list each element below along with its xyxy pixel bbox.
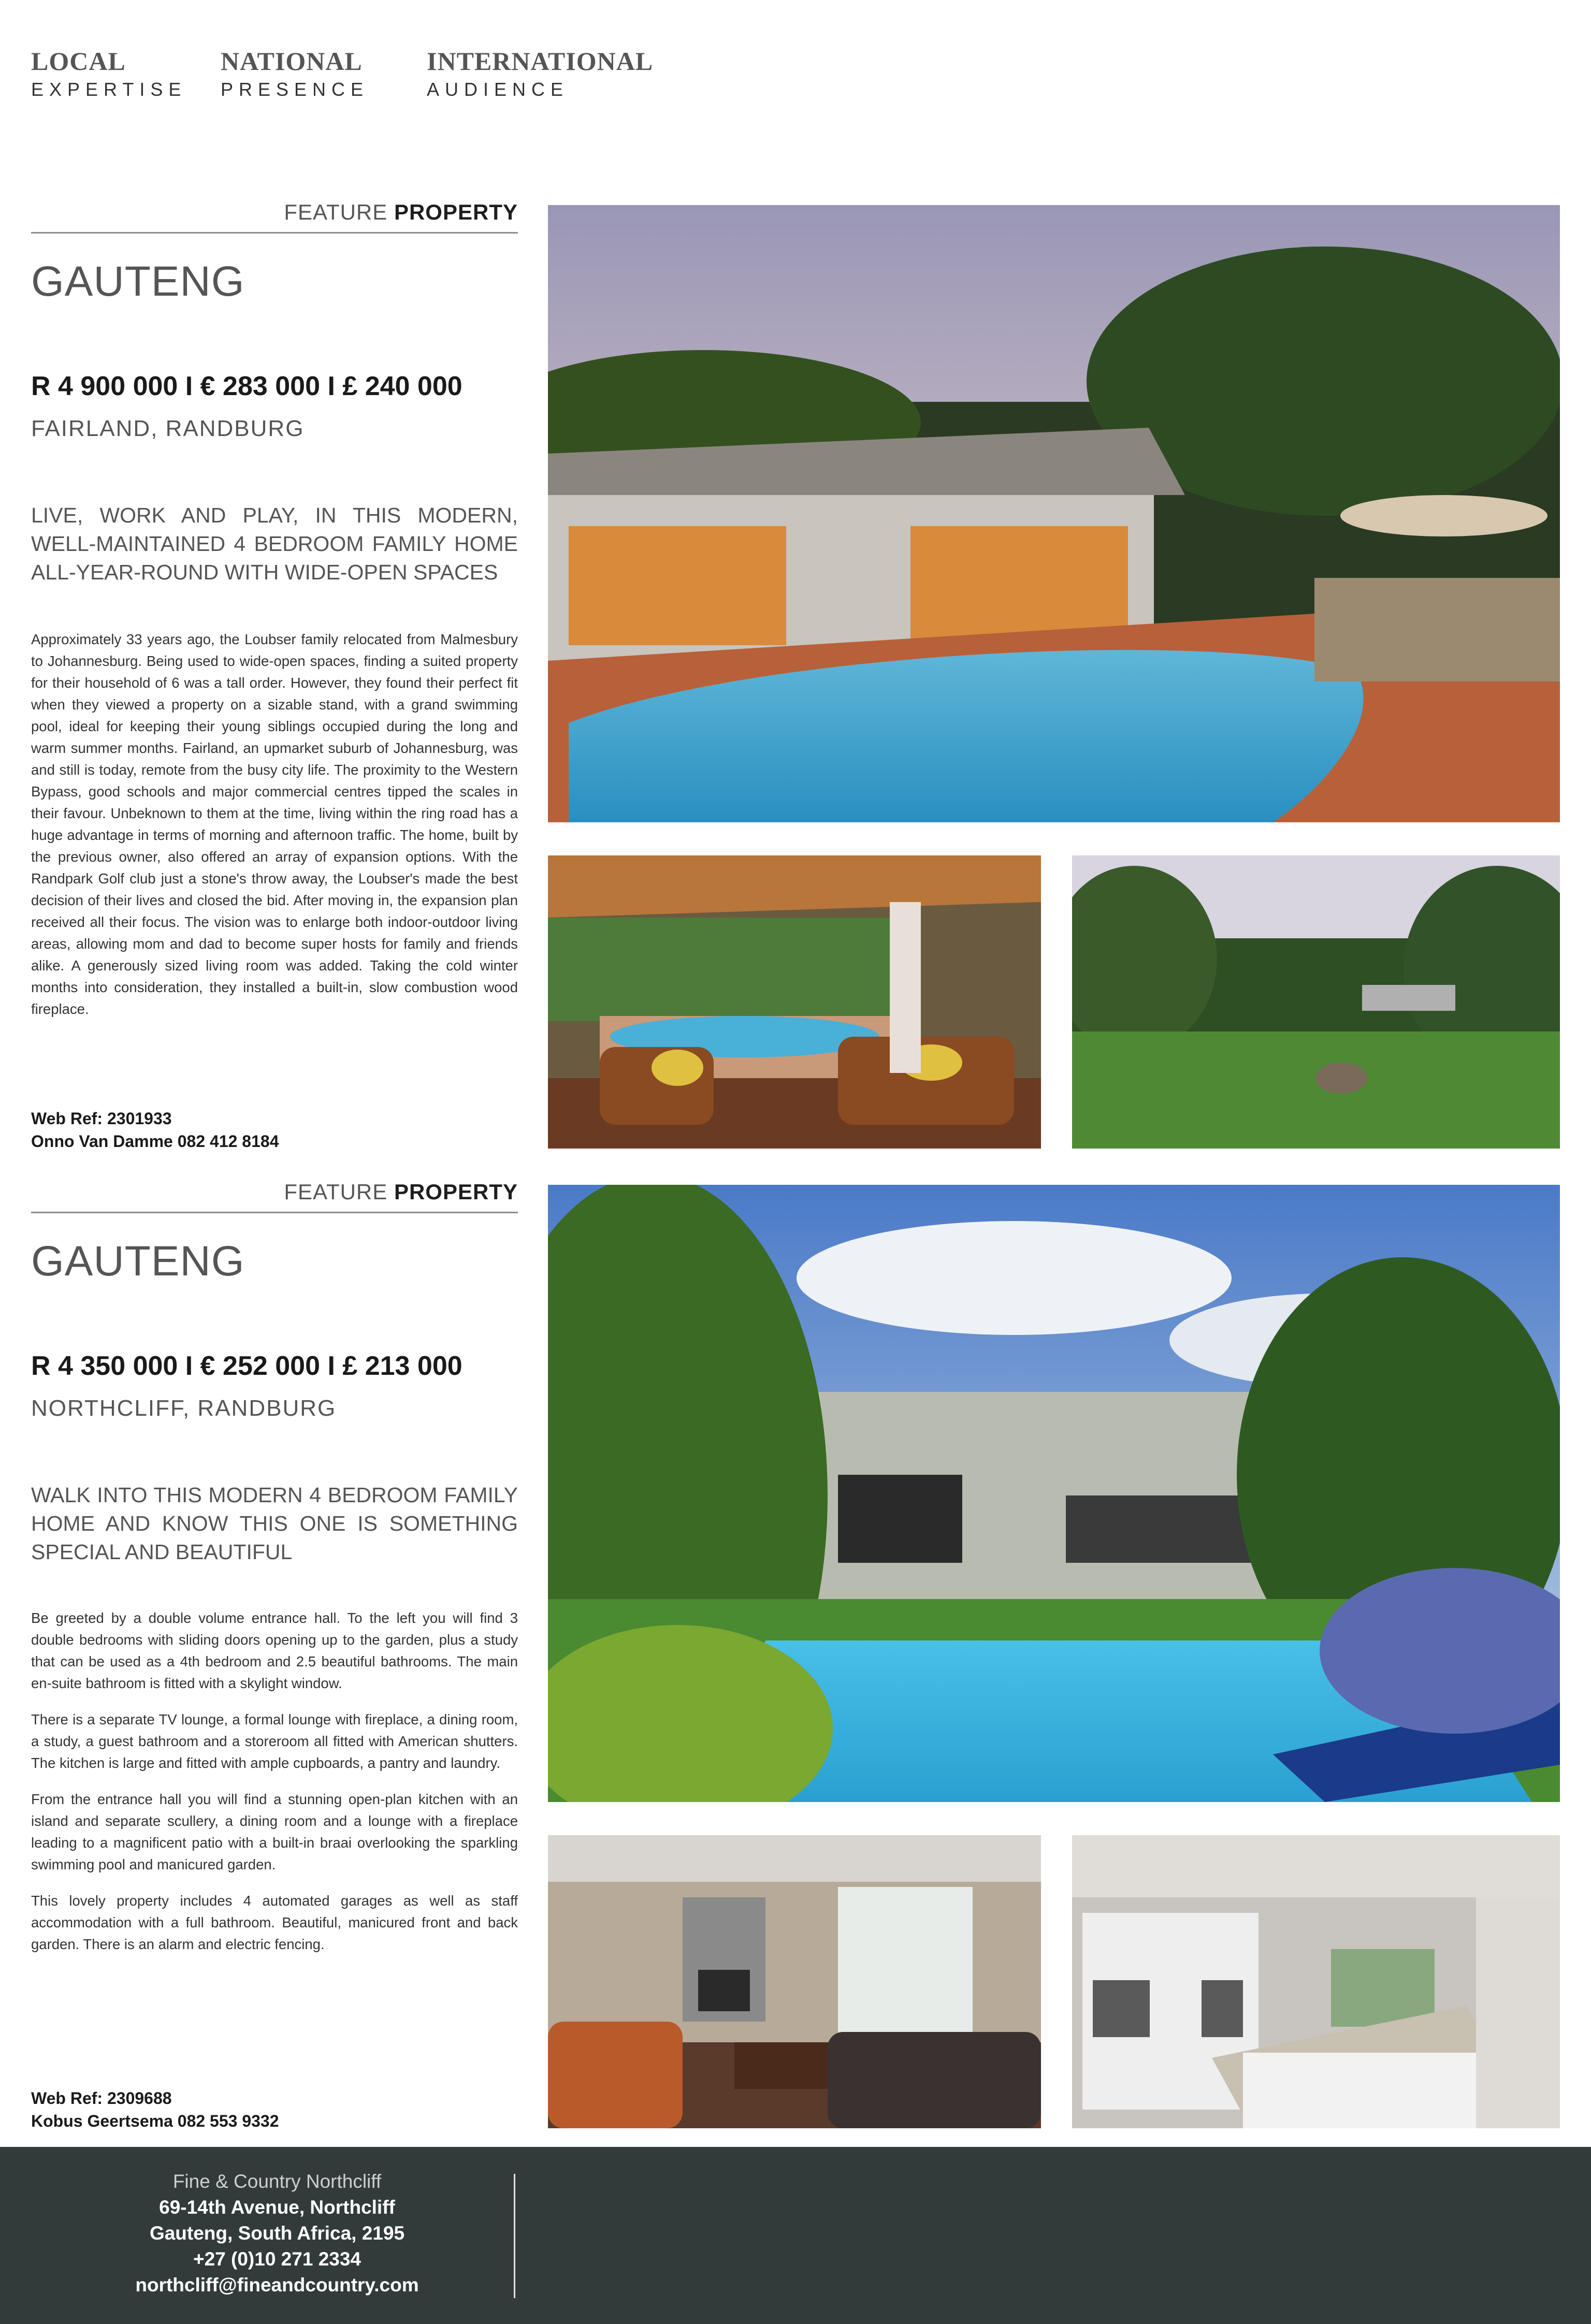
region-title: GAUTENG [31,1238,245,1285]
tagline-local [31,46,186,103]
description-paragraph: This lovely property includes 4 automated garages as well as staff accommodation with a full bathroom. Beautiful, manicured front and back garden. There is an alarm and electric fencing. [31,1893,518,1952]
tagline-title: LOCAL [31,47,126,76]
patio-lounge-photo [548,855,1041,1149]
kitchen-photo [1072,1835,1560,2128]
description-paragraph: Approximately 33 years ago, the Loubser family relocated from Malmesbury to Johannesburg. Being used to wide-open spaces, finding a suited property for their household of 6 was a tall order. However, they found their perfect fit when they viewed a property on a sizable stand, with a grand swimming pool, ideal for keeping their young siblings occupied during the long and warm summer months. Fairland, an upmarket suburb of Johannesburg, was and still is today, remote from the busy city life. The proximity to the Western Bypass, good schools and major commercial centres tipped the scales in their favour. Unbeknown to them at the time, living within the ring road has a huge advantage in terms of morning and afternoon traffic. The home, built by the previous owner, also offered an array of expansion options. With the Randpark Golf club just a stone's throw away, the Loubser's made the best decision of their lives and closed the bid. After moving in, the expansion plan received all their focus. The vision was to enlarge both indoor-outdoor living areas, allowing mom and dad to become super hosts for family and friends alike. A generously sized living room was added. Taking the cold winter months into consideration, they installed a built-in, slow combustion wood fireplace. [31,631,518,1017]
office-address [83,2169,471,2298]
office-phone: +27 (0)10 271 2334 [193,2248,361,2270]
price: R 4 350 000 I € 252 000 I £ 213 000 [31,1351,462,1381]
tagline-subtitle: EXPERTISE [31,79,187,100]
tagline-national [221,46,369,103]
price: R 4 900 000 I € 283 000 I £ 240 000 [31,371,462,401]
tagline-title: NATIONAL [221,47,363,76]
office-name: Fine & Country Northcliff [172,2171,382,2192]
web-ref: Web Ref: 2301933 [31,1109,172,1128]
agent-contact: Onno Van Damme 082 412 8184 [31,1132,279,1151]
property-headline: LIVE, WORK AND PLAY, IN THIS MODERN, WELL-MAINTAINED 4 BEDROOM FAMILY HOME ALL-YEAR-ROUND WITH WIDE-OPEN SPACES [31,503,518,584]
property-description [31,1607,518,1970]
living-room-photo [548,1835,1041,2128]
location: NORTHCLIFF, RANDBURG [31,1396,337,1421]
region-title: GAUTENG [31,258,245,305]
pool-house-dusk-photo [548,205,1560,822]
region-address: Gauteng, South Africa, 2195 [149,2223,405,2244]
property-label: PROPERTY [394,1180,518,1204]
feature-label: FEATURE [284,200,388,224]
agent-contact: Kobus Geertsema 082 553 9332 [31,2112,279,2130]
pool-garden-day-photo [548,1185,1560,1802]
tagline-international [427,46,653,103]
footer-contact-bar [0,2147,1591,2324]
property-headline: WALK INTO THIS MODERN 4 BEDROOM FAMILY HOME AND KNOW THIS ONE IS SOMETHING SPECIAL AND BEAUTIFUL [31,1483,518,1564]
property-description [31,629,518,1035]
tagline-subtitle: PRESENCE [221,79,369,100]
heading-divider [31,1212,518,1213]
description-paragraph: There is a separate TV lounge, a formal lounge with fireplace, a dining room, a study, a guest bathroom and a storeroom all fitted with American shutters. The kitchen is large and fitted with ample cupboards, a pantry and laundry. [31,1711,518,1771]
web-ref: Web Ref: 2309688 [31,2089,172,2108]
feature-property-heading [31,200,518,225]
office-email-link[interactable]: northcliff@fineandcountry.com [135,2274,419,2296]
street-address: 69-14th Avenue, Northcliff [159,2197,395,2218]
location: FAIRLAND, RANDBURG [31,416,305,441]
footer-divider [514,2174,515,2298]
description-paragraph: From the entrance hall you will find a stunning open-plan kitchen with an island and separate scullery, a dining room and a lounge with a fireplace leading to a magnificent patio with a built-in braai overlooking the sparkling swimming pool and manicured garden. [31,1791,518,1872]
feature-property-heading [31,1180,518,1204]
heading-divider [31,232,518,234]
feature-label: FEATURE [284,1180,388,1204]
property-label: PROPERTY [394,200,518,224]
tagline-subtitle: AUDIENCE [427,79,569,100]
garden-lawn-photo [1072,855,1560,1149]
description-paragraph: Be greeted by a double volume entrance hall. To the left you will find 3 double bedrooms with sliding doors opening up to the garden, plus a study that can be used as a 4th bedroom and 2.5 beautiful bathrooms. The main en-suite bathroom is fitted with a skylight window. [31,1610,518,1691]
tagline-title: INTERNATIONAL [427,47,654,76]
